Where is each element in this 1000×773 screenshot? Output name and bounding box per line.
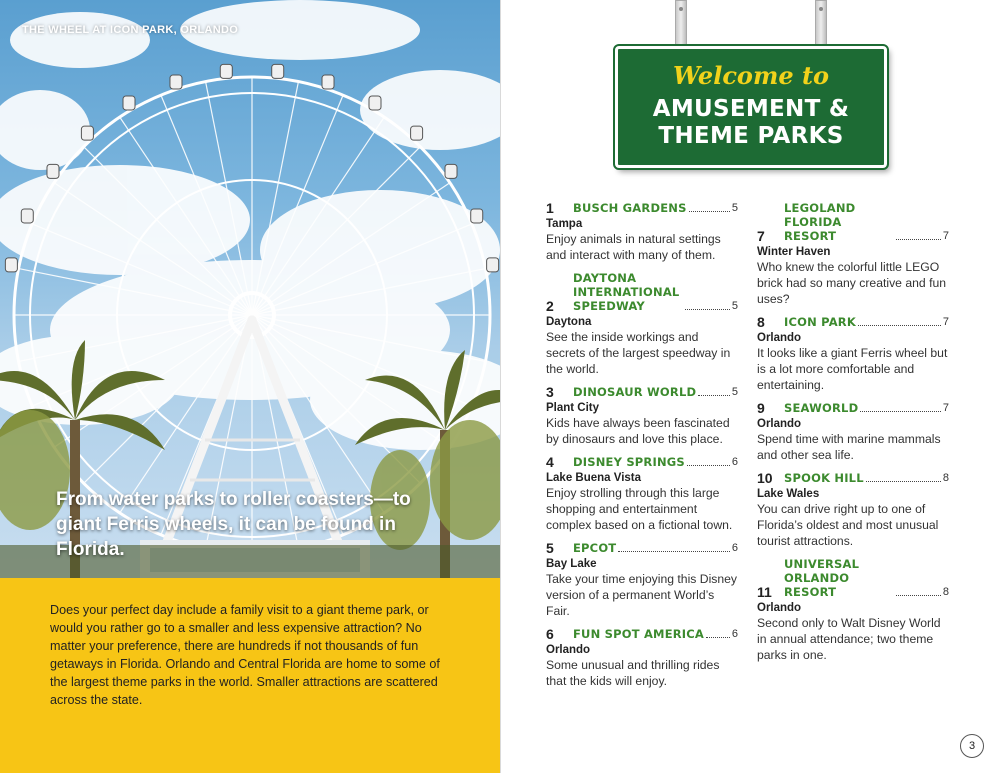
entry-heading bbox=[546, 385, 738, 399]
entry-city: Daytona bbox=[546, 316, 592, 328]
entry-heading bbox=[757, 315, 949, 329]
gondola bbox=[47, 164, 59, 178]
ferris-wheel-photo bbox=[0, 0, 500, 578]
entry-page: 8 bbox=[942, 472, 949, 484]
entry-heading bbox=[757, 201, 949, 243]
welcome-sign bbox=[615, 46, 887, 168]
entry-name[interactable]: SPOOK HILL bbox=[784, 471, 864, 485]
gondola bbox=[123, 96, 135, 110]
right-page bbox=[501, 0, 1000, 773]
contents-entry bbox=[546, 455, 738, 533]
sign-title-line2: THEME PARKS bbox=[658, 123, 844, 149]
gondola bbox=[487, 258, 499, 272]
entry-page: 8 bbox=[942, 586, 949, 598]
entry-name[interactable]: ICON PARK bbox=[784, 315, 856, 329]
contents-entry bbox=[546, 201, 738, 263]
gondola bbox=[5, 258, 17, 272]
entry-name[interactable]: FUN SPOT AMERICA bbox=[573, 627, 705, 641]
entry-name[interactable]: UNIVERSAL ORLANDO RESORT bbox=[784, 557, 860, 599]
entry-city: Lake Buena Vista bbox=[546, 472, 642, 484]
entry-page: 6 bbox=[731, 456, 738, 468]
contents-entry bbox=[546, 271, 738, 377]
gondola bbox=[369, 96, 381, 110]
entry-name[interactable]: DAYTONA INTERNATIONAL SPEEDWAY bbox=[573, 271, 680, 313]
gondola bbox=[272, 64, 284, 78]
entry-number: 5 bbox=[546, 540, 554, 556]
entry-city: Bay Lake bbox=[546, 558, 597, 570]
entry-number: 9 bbox=[757, 400, 765, 416]
entry-city: Winter Haven bbox=[757, 246, 831, 258]
entry-description: Take your time enjoying this Disney version of a permanent World’s Fair. bbox=[546, 572, 738, 618]
entry-heading bbox=[546, 541, 738, 555]
leader-dots bbox=[689, 210, 730, 212]
entry-number: 2 bbox=[546, 298, 554, 314]
entry-description: It looks like a giant Ferris wheel but is a lot more comfortable and entertaining. bbox=[757, 346, 948, 392]
sign-post-left bbox=[675, 0, 687, 48]
contents-entry bbox=[757, 315, 949, 393]
leader-dots bbox=[896, 238, 941, 240]
entry-city: Orlando bbox=[546, 644, 591, 656]
sign-script-text: Welcome to bbox=[672, 61, 830, 90]
entry-city: Orlando bbox=[757, 332, 802, 344]
entry-name[interactable]: DINOSAUR WORLD bbox=[573, 385, 697, 399]
contents-entry bbox=[546, 541, 738, 619]
entry-page: 5 bbox=[731, 202, 738, 214]
gondola bbox=[411, 126, 423, 140]
entry-number: 4 bbox=[546, 454, 554, 470]
entry-heading bbox=[546, 201, 738, 215]
entry-name[interactable]: LEGOLAND FLORIDA RESORT bbox=[784, 201, 856, 243]
contents-entry bbox=[757, 557, 949, 663]
entry-name[interactable]: SEAWORLD bbox=[784, 401, 859, 415]
leader-dots bbox=[698, 394, 730, 396]
sign-post-right bbox=[815, 0, 827, 48]
entry-heading bbox=[546, 627, 738, 641]
contents-entry bbox=[757, 201, 949, 307]
gondola bbox=[322, 75, 334, 89]
contents-entry bbox=[546, 385, 738, 447]
entry-name[interactable]: EPCOT bbox=[573, 541, 617, 555]
page-number: 3 bbox=[960, 734, 984, 758]
gondola bbox=[471, 209, 483, 223]
entry-page: 7 bbox=[942, 402, 949, 414]
entry-description: Kids have always been fascinated by dinosaurs and love this place. bbox=[546, 416, 730, 446]
leader-dots bbox=[618, 550, 730, 552]
gondola bbox=[81, 126, 93, 140]
leader-dots bbox=[858, 324, 941, 326]
leader-dots bbox=[896, 594, 941, 596]
entry-page: 6 bbox=[731, 542, 738, 554]
entry-number: 8 bbox=[757, 314, 765, 330]
leader-dots bbox=[866, 480, 941, 482]
contents-column-1 bbox=[546, 201, 738, 697]
entry-number: 7 bbox=[757, 228, 765, 244]
leader-dots bbox=[685, 308, 730, 310]
intro-paragraph: Does your perfect day include a family visit to a giant theme park, or would you rather go to a smaller and less expensive attraction? No matter your preference, there are hundreds if not thousands of fun getaways in Florida. Orlando and Central Florida are home to some of the largest theme parks in the world. Smaller attractions are scattered across the state. bbox=[50, 603, 440, 707]
entry-name[interactable]: DISNEY SPRINGS bbox=[573, 455, 685, 469]
entry-page: 5 bbox=[731, 300, 738, 312]
entry-heading bbox=[757, 557, 949, 599]
entry-heading bbox=[546, 271, 738, 313]
entry-number: 6 bbox=[546, 626, 554, 642]
entry-description: Enjoy animals in natural settings and interact with many of them. bbox=[546, 232, 721, 262]
entry-description: Enjoy strolling through this large shopping and entertainment complex based on a fictional town. bbox=[546, 486, 733, 532]
gondola bbox=[220, 64, 232, 78]
entry-city: Orlando bbox=[757, 602, 802, 614]
entry-city: Plant City bbox=[546, 402, 600, 414]
contents-column-2 bbox=[757, 201, 949, 671]
entry-page: 5 bbox=[731, 386, 738, 398]
gondola bbox=[21, 209, 33, 223]
photo-caption: THE WHEEL AT ICON PARK, ORLANDO bbox=[22, 24, 239, 36]
sign-title-line1: AMUSEMENT & bbox=[652, 96, 850, 122]
entry-description: Spend time with marine mammals and other sea life. bbox=[757, 432, 941, 462]
contents-entry bbox=[757, 471, 949, 549]
entry-number: 10 bbox=[757, 470, 773, 486]
entry-heading bbox=[757, 401, 949, 415]
entry-heading bbox=[546, 455, 738, 469]
entry-city: Lake Wales bbox=[757, 488, 820, 500]
gondola bbox=[170, 75, 182, 89]
entry-description: You can drive right up to one of Florida’s oldest and most unusual tourist attractions. bbox=[757, 502, 939, 548]
entry-number: 1 bbox=[546, 200, 554, 216]
entry-city: Orlando bbox=[757, 418, 802, 430]
entry-description: Some unusual and thrilling rides that the kids will enjoy. bbox=[546, 658, 720, 688]
leader-dots bbox=[706, 636, 730, 638]
entry-name[interactable]: BUSCH GARDENS bbox=[573, 201, 687, 215]
pull-quote: From water parks to roller coasters—to giant Ferris wheels, it can be found in Florida. bbox=[56, 489, 411, 560]
leader-dots bbox=[860, 410, 941, 412]
entry-description: Second only to Walt Disney World in annual attendance; two theme parks in one. bbox=[757, 616, 941, 662]
entry-heading bbox=[757, 471, 949, 485]
contents-entry bbox=[546, 627, 738, 689]
entry-city: Tampa bbox=[546, 218, 583, 230]
sign-title bbox=[618, 96, 884, 150]
entry-number: 3 bbox=[546, 384, 554, 400]
contents-entry bbox=[757, 401, 949, 463]
entry-page: 6 bbox=[731, 628, 738, 640]
gondola bbox=[445, 164, 457, 178]
leader-dots bbox=[687, 464, 730, 466]
entry-page: 7 bbox=[942, 316, 949, 328]
entry-page: 7 bbox=[942, 230, 949, 242]
entry-number: 11 bbox=[757, 584, 772, 600]
entry-description: Who knew the colorful little LEGO brick had so many creative and fun uses? bbox=[757, 260, 947, 306]
entry-description: See the inside workings and secrets of the largest speedway in the world. bbox=[546, 330, 731, 376]
